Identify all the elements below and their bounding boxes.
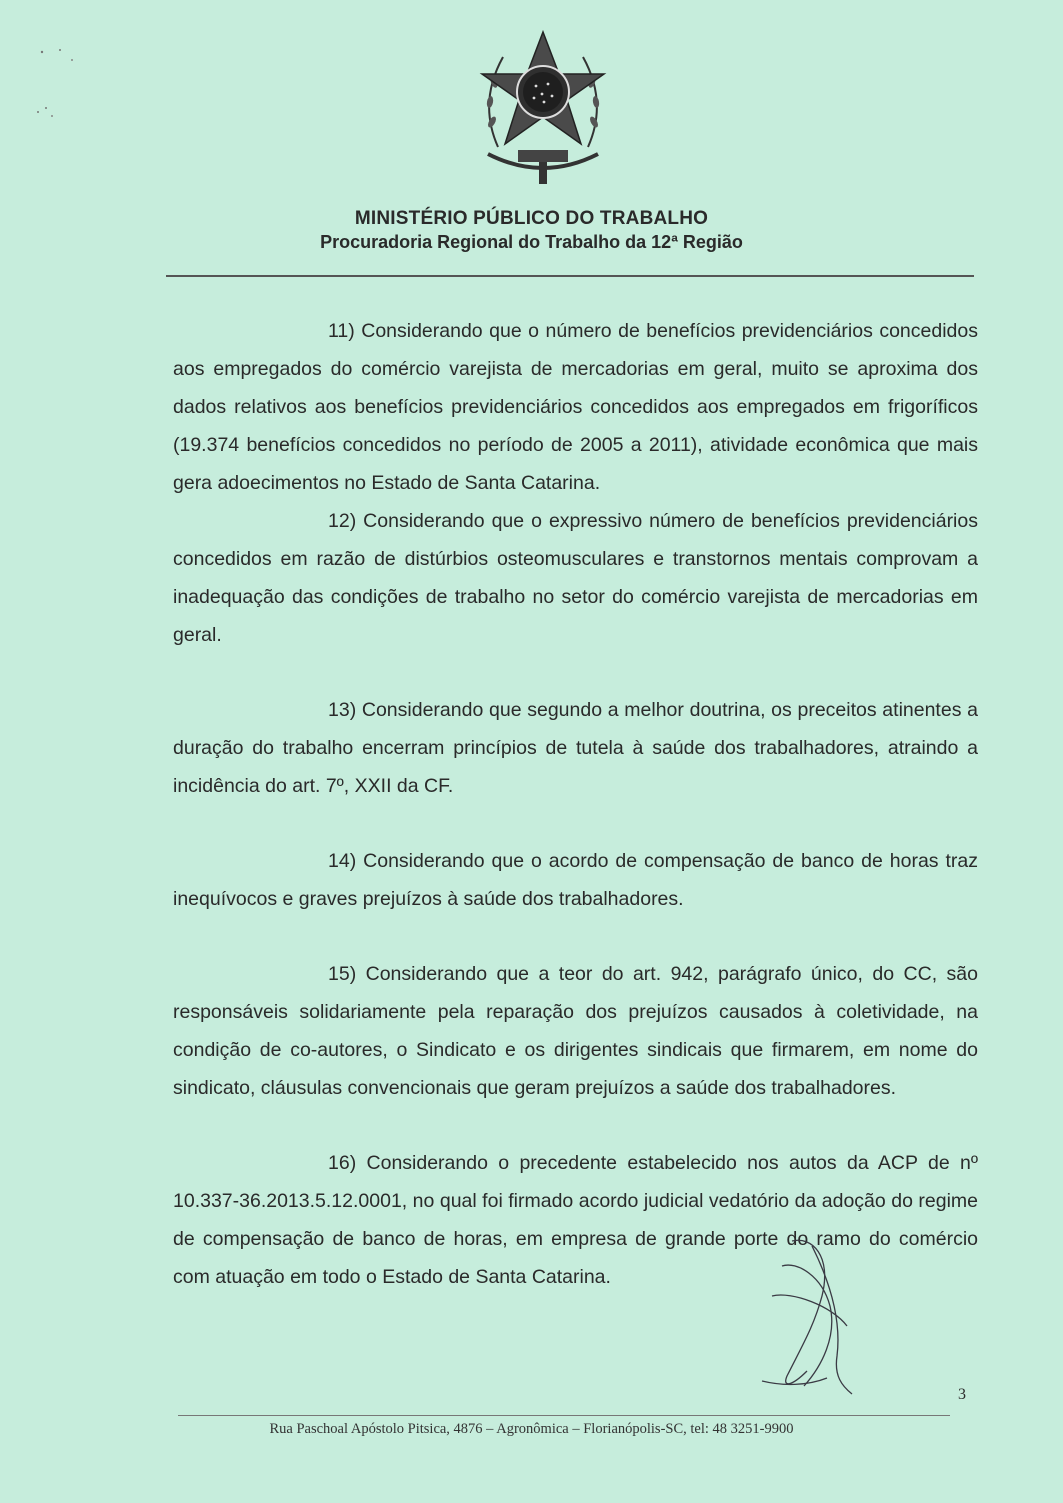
- scan-specks: [30, 40, 90, 120]
- paragraph-16: 16) Considerando o precedente estabelecido nos autos da ACP de nº 10.337-36.2013.5.12.0001, no qual foi firmado acordo judicial vedatório da adoção do regime de compensação de banco de horas, em empresa de grande porte do ramo do comércio com atuação em todo o Estado de Santa Catarina.: [173, 1152, 978, 1288]
- handwritten-signature: [752, 1236, 862, 1401]
- paragraph-14: 14) Considerando que o acordo de compensação de banco de horas traz inequívocos e graves prejuízos à saúde dos trabalhadores.: [173, 850, 978, 910]
- footer-address: Rua Paschoal Apóstolo Pitsica, 4876 – Agronômica – Florianópolis-SC, tel: 48 3251-9900: [269, 1421, 794, 1437]
- paragraph-13: 13) Considerando que segundo a melhor doutrina, os preceitos atinentes a duração do trabalho encerram princípios de tutela à saúde dos trabalhadores, atraindo a incidência do art. 7º, XXII da CF.: [173, 699, 978, 797]
- regional-office-subtitle: Procuradoria Regional do Trabalho da 12ª Região: [320, 232, 743, 252]
- footer-divider: [178, 1415, 950, 1416]
- header-divider: [166, 275, 974, 277]
- paragraph-12: 12) Considerando que o expressivo número de benefícios previdenciários concedidos em razão de distúrbios osteomusculares e transtornos mentais comprovam a inadequação das condições de trabalho no setor do comércio varejista de mercadorias em geral.: [173, 510, 978, 646]
- paragraph-15: 15) Considerando que a teor do art. 942, parágrafo único, do CC, são responsáveis solidariamente pela reparação dos prejuízos causados à coletividade, na condição de co-autores, o Sindicato e os dirigentes sindicais que firmarem, em nome do sindicato, cláusulas convencionais que geram prejuízos a saúde dos trabalhadores.: [173, 963, 978, 1099]
- document-body: [173, 312, 978, 1296]
- paragraph-11: 11) Considerando que o número de benefícios previdenciários concedidos aos empregados do comércio varejista de mercadorias em geral, muito se aproxima dos dados relativos aos benefícios previdenciários concedidos aos empregados em frigoríficos (19.374 benefícios concedidos no período de 2005 a 2011), atividade econômica que mais gera adoecimentos no Estado de Santa Catarina.: [173, 320, 978, 494]
- brazil-coat-of-arms-icon: [468, 22, 618, 192]
- ministry-title: MINISTÉRIO PÚBLICO DO TRABALHO: [354, 208, 709, 229]
- page-number: 3: [958, 1386, 966, 1403]
